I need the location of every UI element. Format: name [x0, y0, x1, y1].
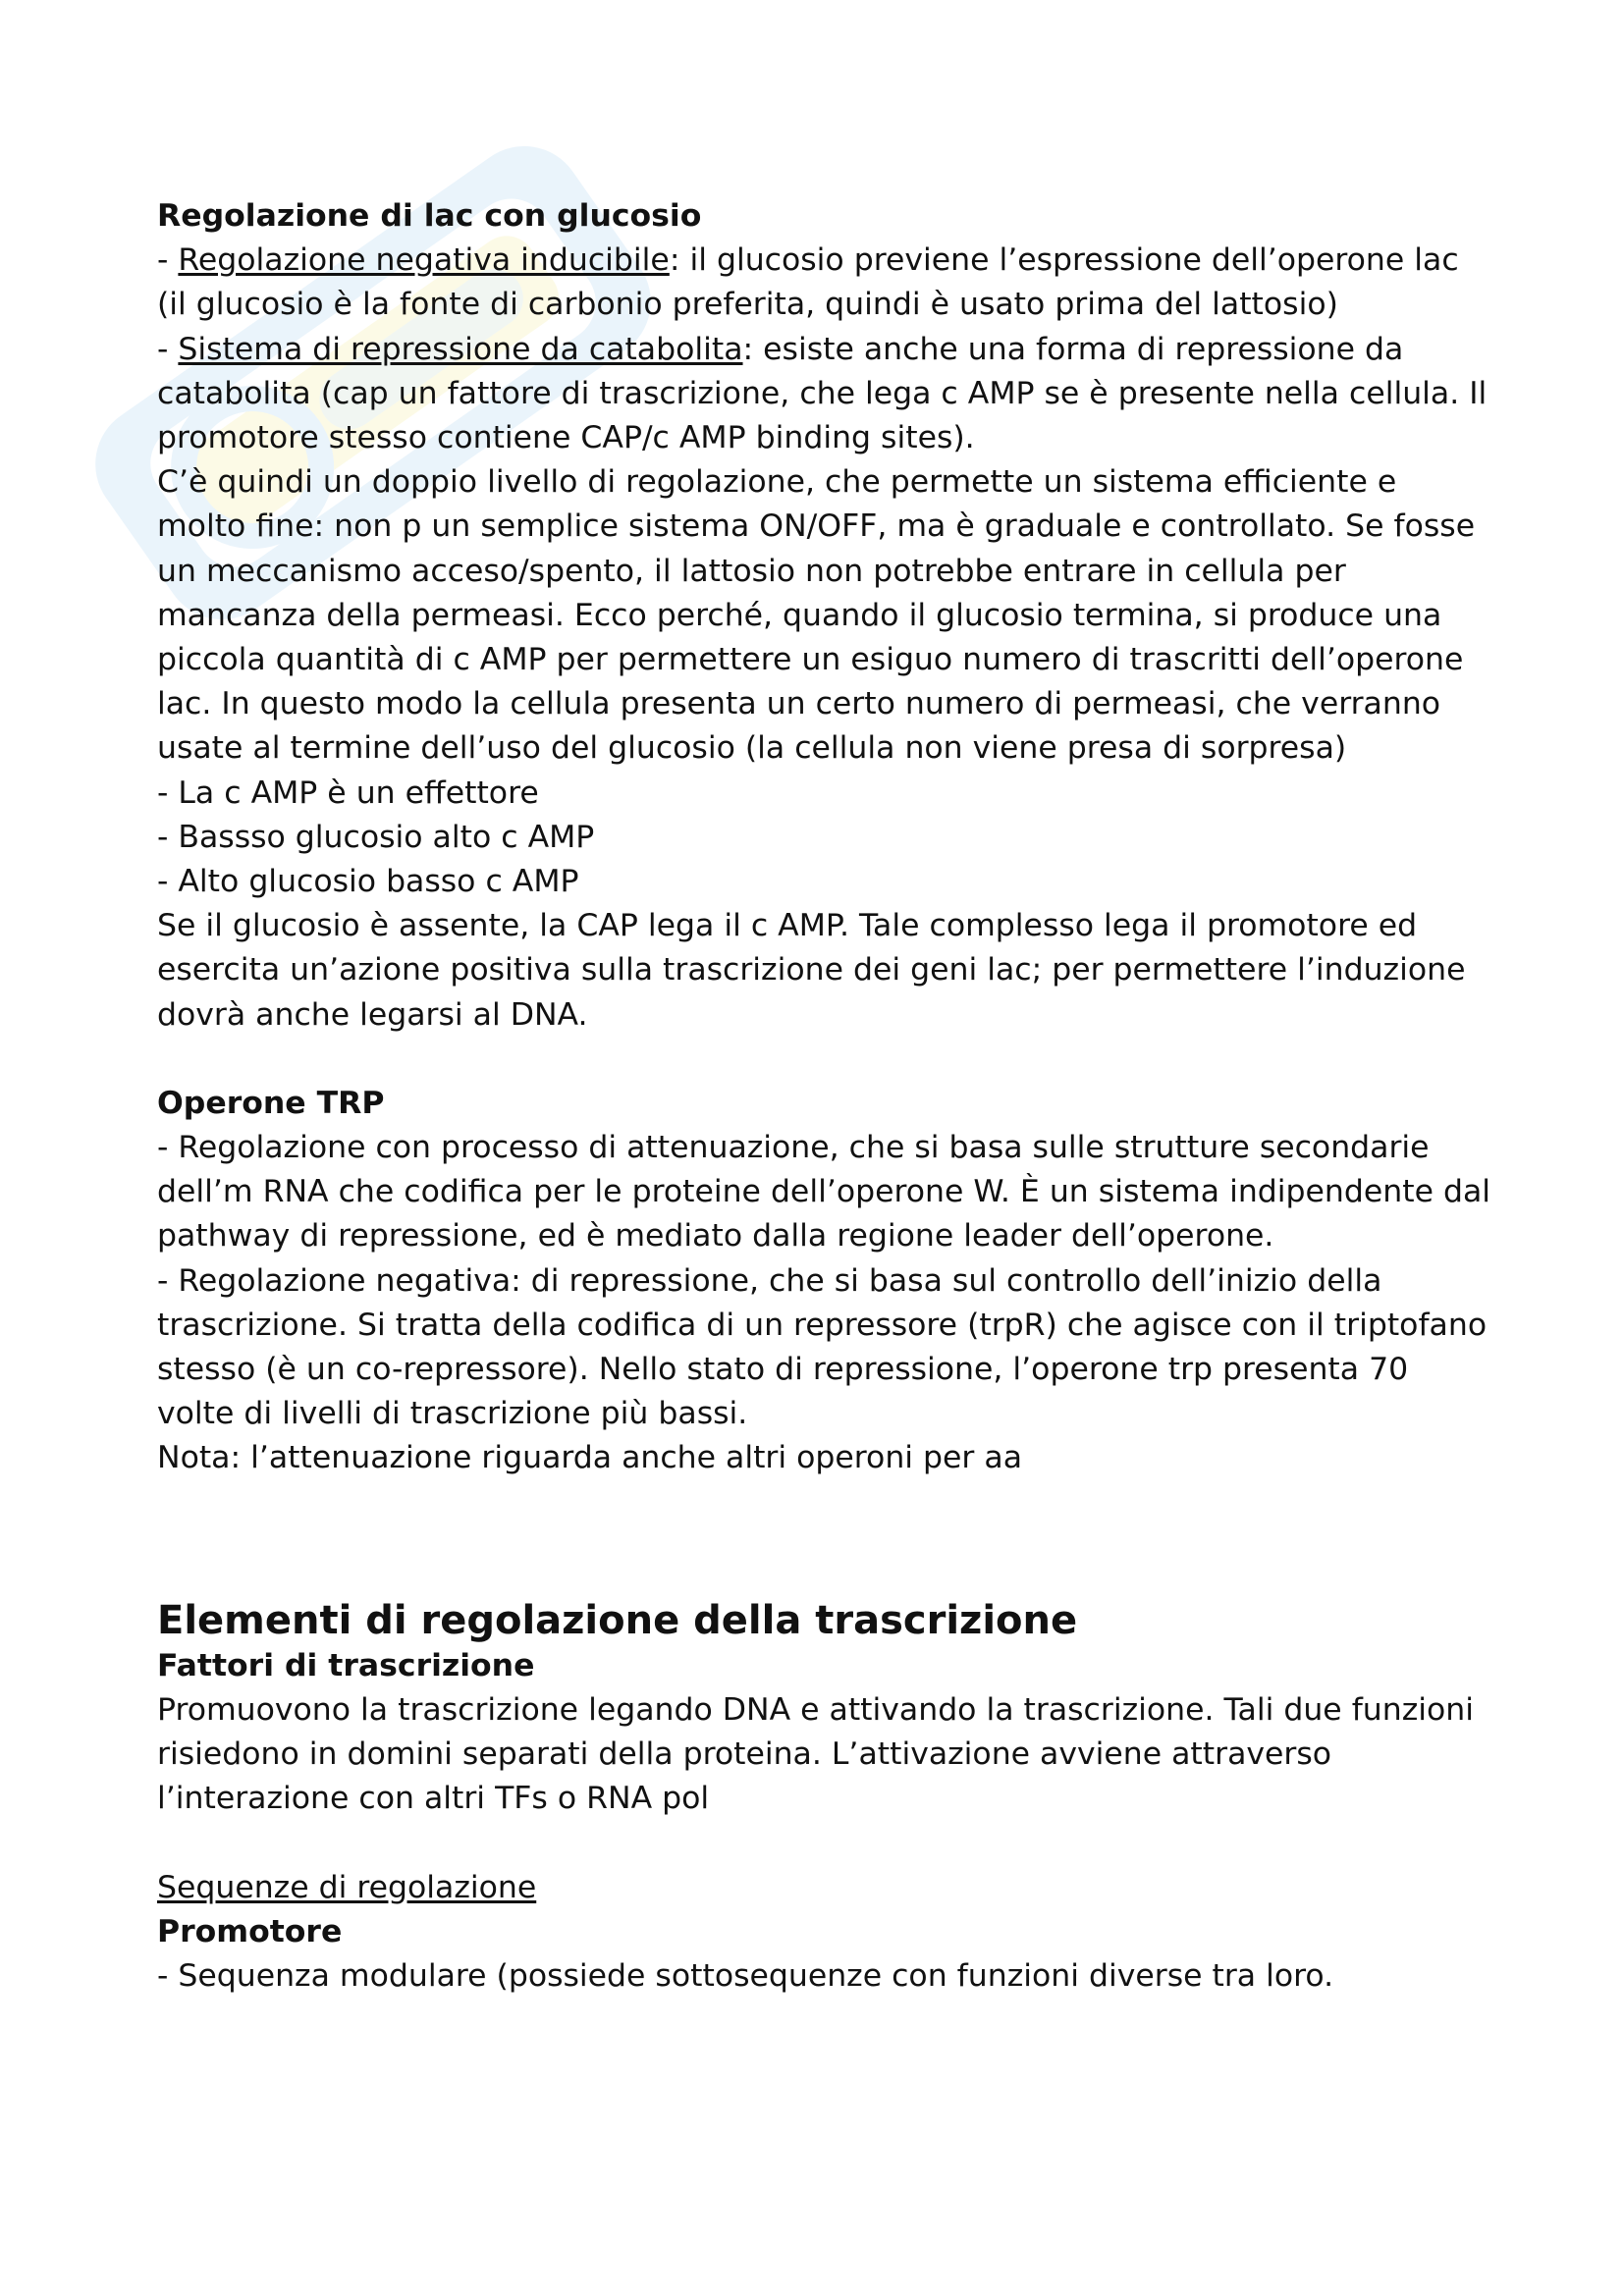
item-text: : esiste anche una forma di repressione da catabolita (cap un fattore di trascrizione, che lega c AMP se è presente nella cellula. Il promotore stesso contiene CAP/c AMP binding sites).: [157, 331, 1488, 456]
lac-item-negative-inducible: [157, 239, 1492, 327]
bullet-dash: -: [157, 331, 179, 367]
bullet-dash: -: [157, 242, 179, 279]
promoter-item: - Sequenza modulare (possiede sottosequenze con funzioni diverse tra loro.: [157, 1957, 1334, 1994]
lac-item-catabolite-repression: [157, 328, 1492, 461]
subsection-title-sequences: Sequenze di regolazione: [157, 1869, 537, 1905]
underlined-term: Regolazione negativa inducibile: [178, 242, 670, 279]
lac-closing-paragraph: Se il glucosio è assente, la CAP lega il c AMP. Tale complesso lega il promotore ed esercita un’azione positiva sulla trascrizione dei geni lac; per permettere l’induzione dovrà anche legarsi al DNA.: [157, 908, 1466, 1033]
spacer: [157, 1822, 1492, 1866]
lac-bullet-high-glucose: - Alto glucosio basso c AMP: [157, 864, 579, 900]
spacer: [157, 1038, 1492, 1082]
underlined-term: Sistema di repressione da catabolita: [178, 331, 743, 367]
lac-bullet-low-glucose: - Bassso glucosio alto c AMP: [157, 819, 595, 855]
tf-paragraph: Promuovono la trascrizione legando DNA e attivando la trascrizione. Tali due funzioni risiedono in domini separati della proteina. L’attivazione avviene attraverso l’interazione con altri TFs o RNA pol: [157, 1691, 1474, 1817]
document-page: [157, 194, 1492, 1999]
lac-bullet-effector: - La c AMP è un effettore: [157, 774, 539, 811]
trp-item-attenuation: - Regolazione con processo di attenuazione, che si basa sulle strutture secondarie dell’m RNA che codifica per le proteine dell’operone W. È un sistema indipendente dal pathway di repressione, ed è mediato dalla regione leader dell’operone.: [157, 1130, 1491, 1255]
section-title-trp: Operone TRP: [157, 1085, 385, 1121]
trp-item-negative-regulation: - Regolazione negativa: di repressione, che si basa sul controllo dell’inizio della trascrizione. Si tratta della codifica di un repressore (trpR) che agisce con il triptofano stesso (è un co-repressore). Nello stato di repressione, l’operone trp presenta 70 volte di livelli di trascrizione più bassi.: [157, 1262, 1488, 1432]
trp-note: Nota: l’attenuazione riguarda anche altri operoni per aa: [157, 1440, 1023, 1476]
lac-paragraph: C’è quindi un doppio livello di regolazione, che permette un sistema efficiente e molto fine: non p un semplice sistema ON/OFF, ma è graduale e controllato. Se fosse un meccanismo acceso/spento, il lattosio non potrebbe entrare in cellula per mancanza della permeasi. Ecco perché, quando il glucosio termina, si produce una piccola quantità di c AMP per permettere un esiguo numero di trascritti dell’operone lac. In questo modo la cellula presenta un certo numero di permeasi, che verranno usate al termine dell’uso del glucosio (la cellula non viene presa di sorpresa): [157, 464, 1476, 767]
subsection-title-promoter: Promotore: [157, 1913, 343, 1949]
item-text: : il glucosio previene l’espressione dell’operone lac (il glucosio è la fonte di carbonio preferita, quindi è usato prima del lattosio): [157, 242, 1459, 323]
subsection-title-tf: Fattori di trascrizione: [157, 1647, 535, 1683]
section-title-lac: Regolazione di lac con glucosio: [157, 198, 702, 234]
section-title-elements: Elementi di regolazione della trascrizione: [157, 1597, 1078, 1643]
spacer: [157, 1481, 1492, 1597]
